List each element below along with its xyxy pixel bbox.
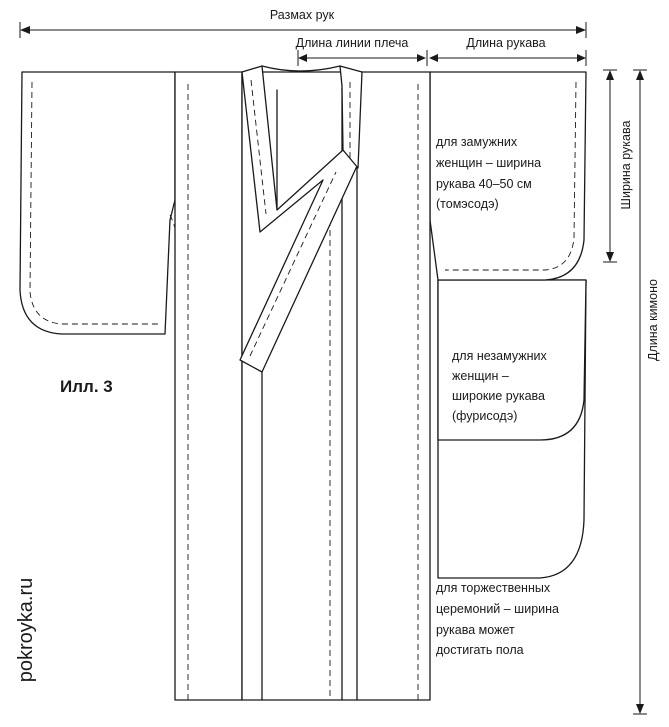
svg-text:женщин – ширина [436,156,541,170]
note-line: (томэсодэ) [436,197,499,211]
kimono-length-label: Длина кимоно [646,279,660,361]
note-line: женщин – ширина [436,156,542,170]
svg-text:рукава 40–50 см [436,177,532,191]
note-line: женщин – [452,369,509,383]
note-line: для торжественных [436,581,551,595]
site-watermark: pokroyka.ru [15,577,37,683]
left-sleeve [20,72,179,334]
shoulder-line-label: Длина линии плеча [295,36,409,50]
note-line: (фурисодэ) [452,409,518,423]
note-line: для незамужних [452,349,547,363]
note-line: рукава может [436,623,515,637]
shoulder-line-dimension [296,36,426,66]
svg-text:(томэсодэ) [436,197,499,211]
note-line: для замужних [436,135,518,149]
note-line: широкие рукава [452,389,545,403]
note-line: достигать пола [436,643,524,657]
sleeve-width-dimension [603,70,633,262]
kimono-body [175,72,430,700]
sleeve-length-label: Длина рукава [466,36,546,50]
note-line: рукава 40–50 см [436,177,532,191]
svg-text:для торжественных [436,581,551,595]
arm-span-dimension [20,8,586,38]
svg-text:(фурисодэ) [452,409,517,423]
svg-text:для незамужних [452,349,547,363]
sleeve-width-label: Ширина рукава [619,120,633,210]
note-line: церемоний – ширина [436,602,559,616]
svg-text:широкие рукава [452,389,545,403]
svg-text:достигать пола [436,643,524,657]
svg-text:для замужних [436,135,518,149]
right-sleeve-tomesode [423,72,586,280]
svg-text:церемоний – ширина [436,602,559,616]
svg-text:женщин – [452,369,509,383]
note-ceremonial [436,581,559,657]
sleeve-length-dimension [427,36,586,66]
illustration-label: Илл. 3 [60,377,113,396]
svg-text:рукава может [436,623,515,637]
kimono-length-dimension [633,70,660,714]
arm-span-label: Размах рук [269,8,335,22]
